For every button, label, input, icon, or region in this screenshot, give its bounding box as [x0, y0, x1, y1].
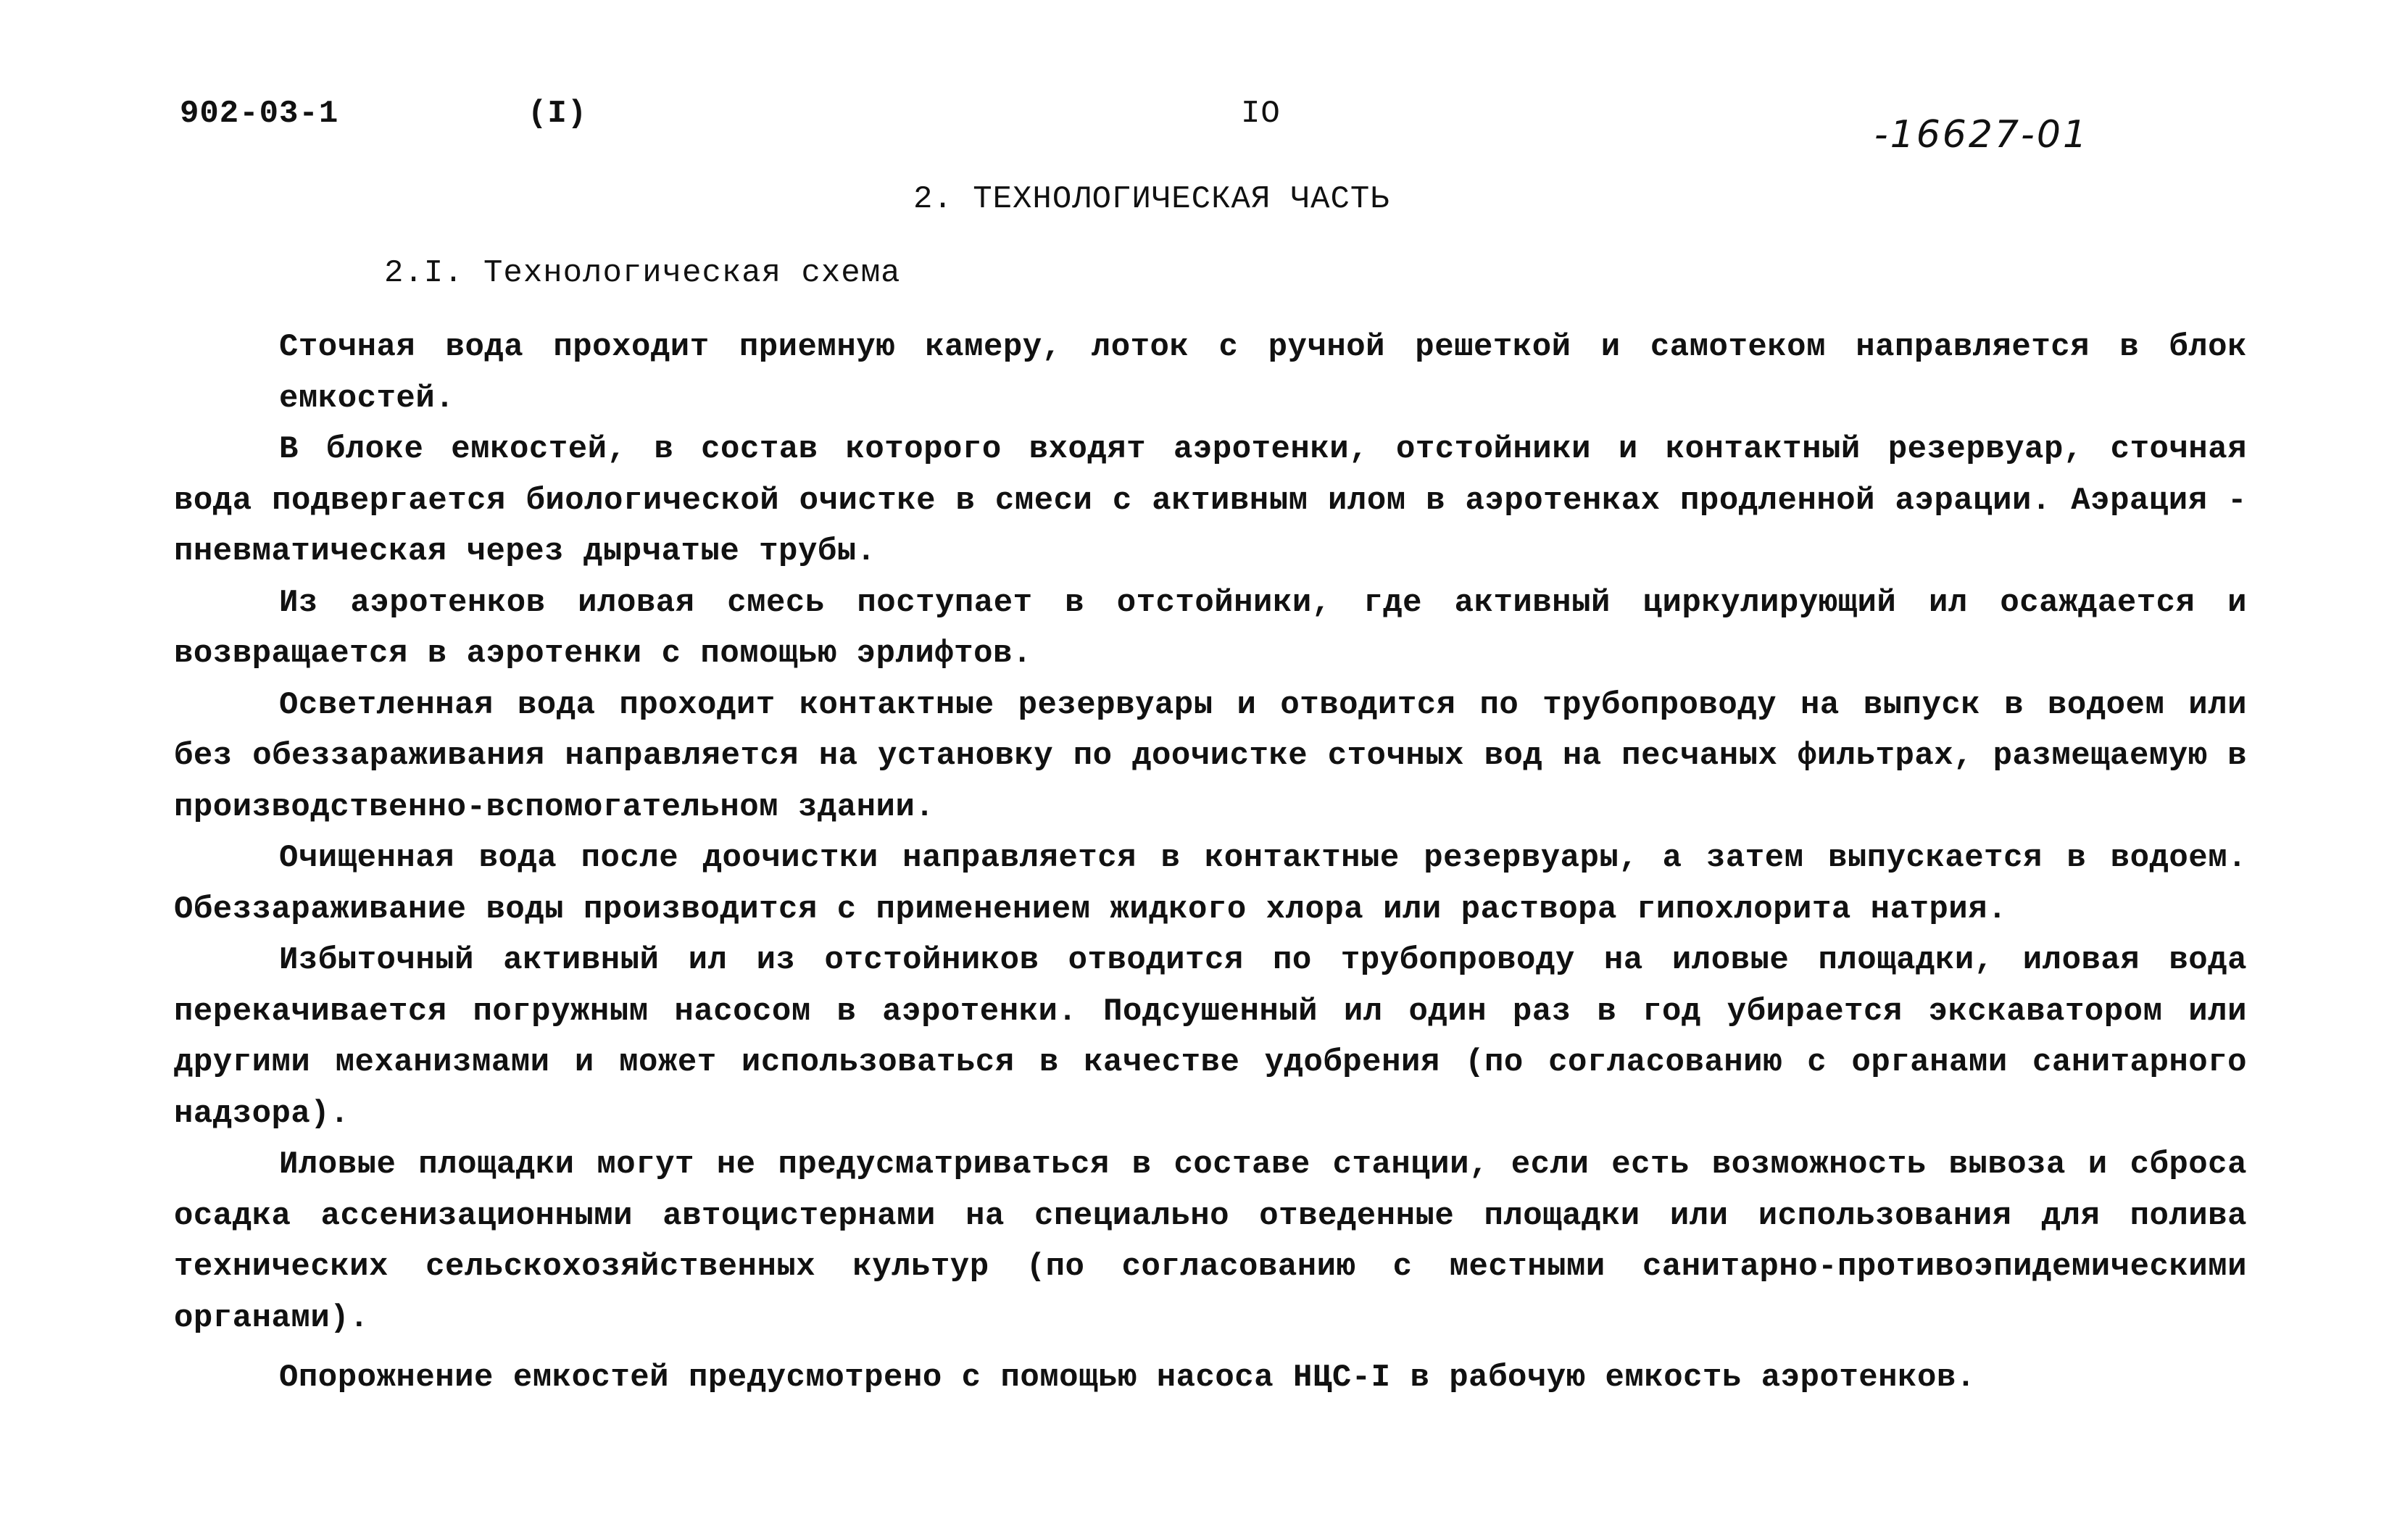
- paragraph-excess-sludge: Избыточный активный ил из отстойников отводится по трубопроводу на иловые площадки, иловая вода перекачивается погружным насосом в аэротенки. Подсушенный ил один раз в год убирается экскаватором или другими механизмами и может использоваться в качестве удобрения (по согласованию с органами санитарного надзора).: [174, 942, 2247, 1132]
- paragraph-clarified-water: Осветленная вода проходит контактные резервуары и отводится по трубопроводу на выпуск в водоем или без обеззараживания направляется на установку по доочистке сточных вод на песчаных фильтрах, размещаемую в производственно-вспомогательном здании.: [174, 686, 2247, 825]
- subsection-title: 2.I. Технологическая схема: [384, 255, 901, 291]
- paragraph-sludge-mixture: Из аэротенков иловая смесь поступает в отстойники, где активный циркулирующий ил осаждается и возвращается в аэротенки с помощью эрлифтов.: [174, 584, 2247, 672]
- section-title: 2. ТЕХНОЛОГИЧЕСКАЯ ЧАСТЬ: [913, 181, 1390, 217]
- paragraph-sludge-beds: Иловые площадки могут не предусматриваться в составе станции, если есть возможность вывоза и сброса осадка ассенизационными автоцистернами на специально отведенные площадки или использования для полива технических сельскохозяйственных культур (по согласованию с местными санитарно-противоэпидемическими органами).: [174, 1146, 2247, 1336]
- volume-number: (I): [528, 96, 588, 132]
- page-number: IO: [1241, 96, 1281, 132]
- body-text: [174, 322, 2247, 1404]
- document-code: 902-03-1: [180, 96, 339, 132]
- inventory-number: -16627-01: [1874, 113, 2089, 157]
- paragraph-intake: Сточная вода проходит приемную камеру, лоток с ручной решеткой и самотеком направляется в блок емкостей.: [279, 329, 2247, 417]
- paragraph-tank-emptying: Опорожнение емкостей предусмотрено с помощью насоса НЦС-I в рабочую емкость аэротенков.: [279, 1360, 1976, 1396]
- paragraph-treated-water: Очищенная вода после доочистки направляется в контактные резервуары, а затем выпускается в водоем. Обеззараживание воды производится с применением жидкого хлора или раствора гипохлорита натрия.: [174, 840, 2247, 928]
- paragraph-tank-block: В блоке емкостей, в состав которого входят аэротенки, отстойники и контактный резервуар, сточная вода подвергается биологической очистке в смеси с активным илом в аэротенках продленной аэрации. Аэрация - пневматическая через дырчатые трубы.: [174, 431, 2247, 570]
